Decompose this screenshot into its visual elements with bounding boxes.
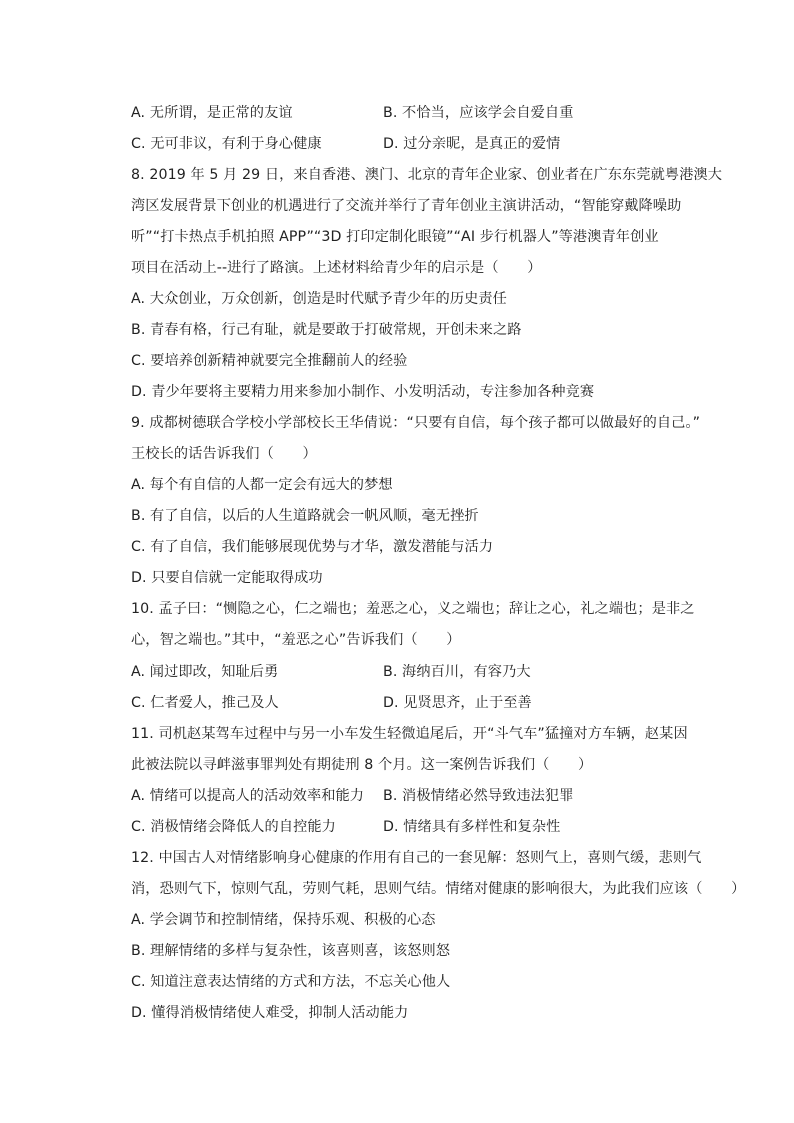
q7-option-d: D. 过分亲昵，是真正的爱情	[383, 136, 561, 152]
q9-option-d: D. 只要自信就一定能取得成功	[131, 570, 323, 586]
q8-stem-line-1: 8. 2019 年 5 月 29 日，来自香港、澳门、北京的青年企业家、创业者在广东东莞就粤港澳大	[131, 167, 723, 183]
q9-option-a: A. 每个有自信的人都一定会有远大的梦想	[131, 477, 393, 493]
q8-stem-line-2: 湾区发展背景下创业的机遇进行了交流并举行了青年创业主演讲活动，“智能穿戴降噪助	[131, 198, 682, 214]
q11-option-c: C. 消极情绪会降低人的自控能力	[131, 819, 336, 835]
q10-stem-line-2: 心，智之端也。”其中，“羞恶之心”告诉我们（ ）	[131, 632, 461, 648]
q11-stem-line-2: 此被法院以寻衅滋事罪判处有期徒刑 8 个月。这一案例告诉我们（ ）	[131, 757, 593, 773]
q10-option-d: D. 见贤思齐，止于至善	[383, 695, 532, 711]
q9-option-b: B. 有了自信，以后的人生道路就会一帆风顺，毫无挫折	[131, 508, 479, 524]
q8-option-b: B. 青春有格，行己有耻，就是要敢于打破常规，开创未来之路	[131, 322, 522, 338]
q8-option-c: C. 要培养创新精神就要完全推翻前人的经验	[131, 353, 408, 369]
q10-stem-line-1: 10. 孟子曰：“恻隐之心，仁之端也；羞恶之心，义之端也；辞让之心，礼之端也；是非之	[131, 601, 695, 617]
q10-option-c: C. 仁者爱人，推己及人	[131, 695, 279, 711]
q9-stem-line-2: 王校长的话告诉我们（ ）	[131, 446, 317, 462]
q8-option-a: A. 大众创业，万众创新，创造是时代赋予青少年的历史责任	[131, 291, 507, 307]
q12-stem-line-2: 消，恐则气下，惊则气乱，劳则气耗，思则气结。情绪对健康的影响很大，为此我们应该（ ）	[131, 881, 746, 897]
q8-stem-line-4: 项目在活动上--进行了路演。上述材料给青少年的启示是（ ）	[131, 260, 542, 276]
q12-stem-line-1: 12. 中国古人对情绪影响身心健康的作用有自己的一套见解：怒则气上，喜则气缓，悲则气	[131, 850, 702, 866]
q9-stem-line-1: 9. 成都树德联合学校小学部校长王华倩说：“只要有自信，每个孩子都可以做最好的自己。”	[131, 415, 701, 431]
q10-option-a: A. 闻过即改，知耻后勇	[131, 664, 279, 680]
q12-option-a: A. 学会调节和控制情绪，保持乐观、积极的心态	[131, 912, 436, 928]
q9-option-c: C. 有了自信，我们能够展现优势与才华，激发潜能与活力	[131, 539, 494, 555]
q12-option-c: C. 知道注意表达情绪的方式和方法，不忘关心他人	[131, 974, 451, 990]
q7-option-c: C. 无可非议，有利于身心健康	[131, 136, 322, 152]
q7-option-b: B. 不恰当，应该学会自爱自重	[383, 105, 574, 121]
q11-option-d: D. 情绪具有多样性和复杂性	[383, 819, 561, 835]
q11-option-a: A. 情绪可以提高人的活动效率和能力	[131, 788, 365, 804]
q12-option-d: D. 懂得消极情绪使人难受，抑制人活动能力	[131, 1005, 409, 1021]
q12-option-b: B. 理解情绪的多样与复杂性，该喜则喜，该怒则怒	[131, 943, 451, 959]
q11-option-b: B. 消极情绪必然导致违法犯罪	[383, 788, 574, 804]
q7-option-a: A. 无所谓，是正常的友谊	[131, 105, 293, 121]
q8-stem-line-3: 听”“打卡热点手机拍照 APP”“3D 打印定制化眼镜”“AI 步行机器人”等港澳青年创业	[131, 229, 659, 245]
q11-stem-line-1: 11. 司机赵某驾车过程中与另一小车发生轻微追尾后，开“斗气车”猛撞对方车辆，赵某因	[131, 726, 688, 742]
q8-option-d: D. 青少年要将主要精力用来参加小制作、小发明活动，专注参加各种竞赛	[131, 384, 595, 400]
q10-option-b: B. 海纳百川，有容乃大	[383, 664, 531, 680]
